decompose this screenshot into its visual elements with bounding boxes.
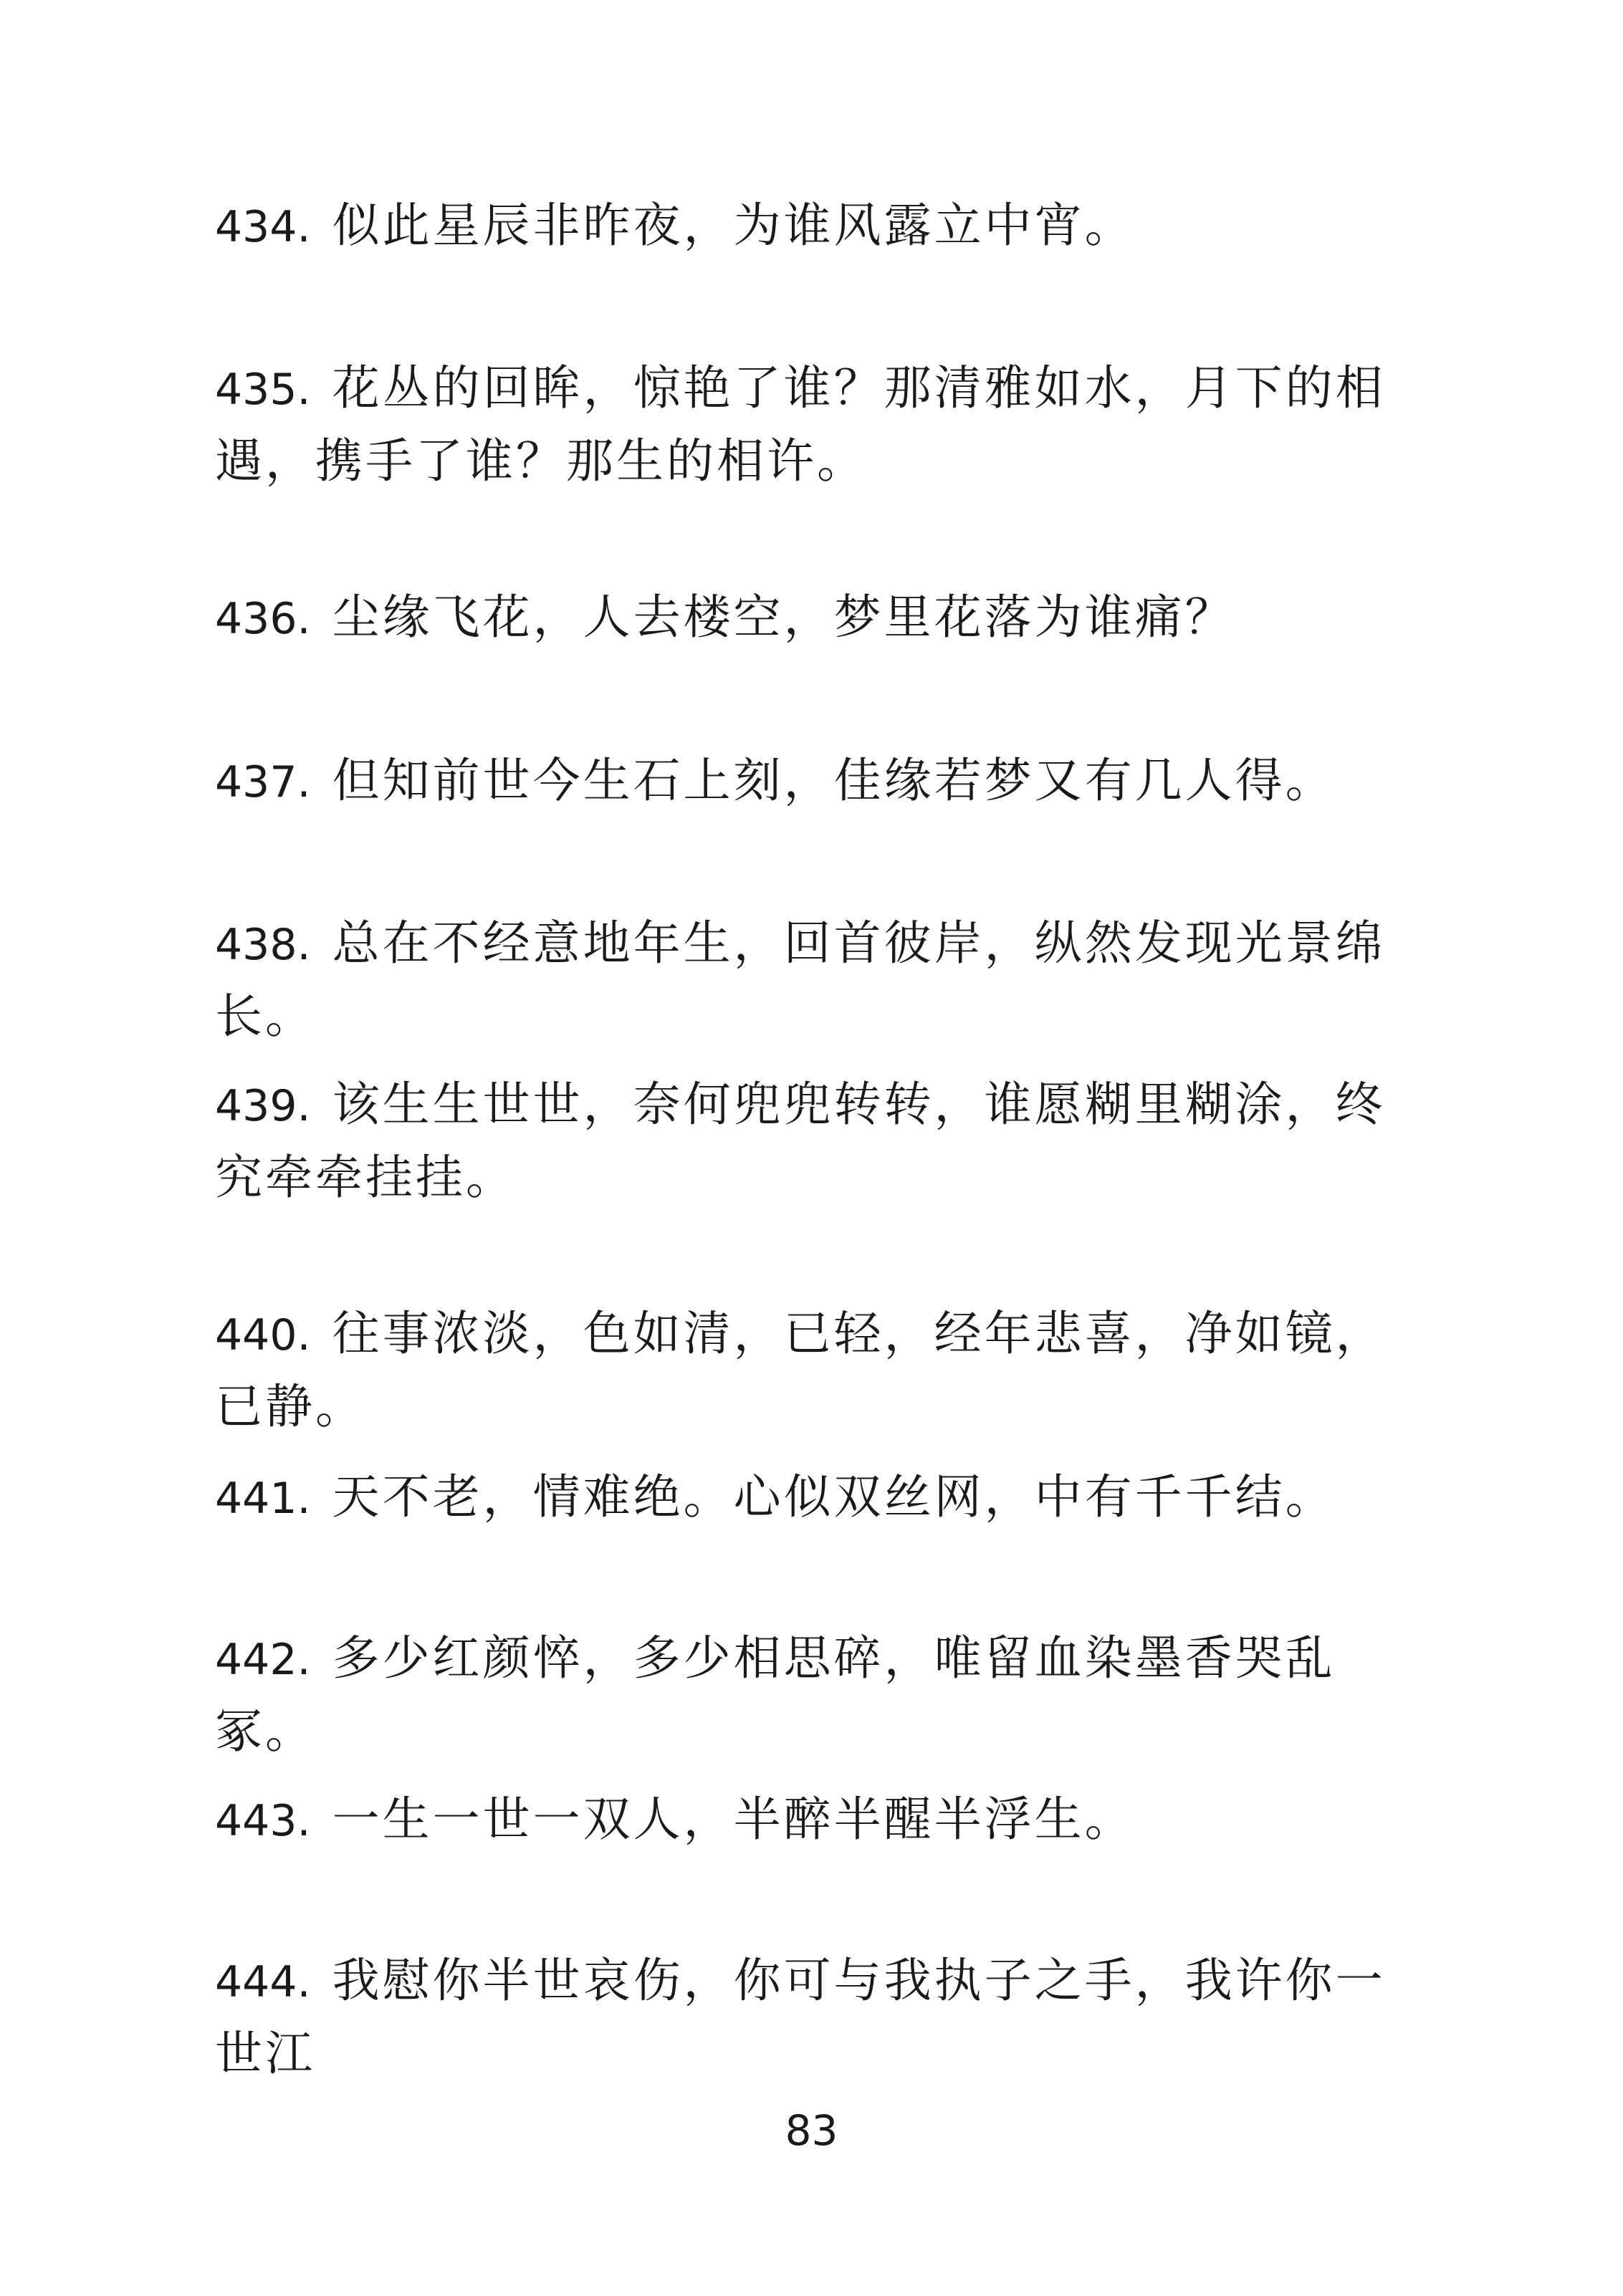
entry-text: 多少红颜悴，多少相思碎，唯留血染墨香哭乱冢。 (215, 1630, 1336, 1759)
entry-number: 439. (215, 1081, 311, 1131)
entry-441 (215, 1461, 1433, 1534)
entry-number: 436. (215, 594, 311, 644)
entry-number: 434. (215, 202, 311, 252)
entry-435 (215, 352, 1433, 497)
entry-number: 437. (215, 757, 311, 807)
entry-number: 438. (215, 920, 311, 970)
entry-444 (215, 1945, 1433, 2090)
entry-number: 441. (215, 1474, 311, 1524)
entry-437 (215, 745, 1433, 818)
entry-number: 444. (215, 1957, 311, 2007)
entry-text: 往事浓淡，色如清，已轻，经年悲喜，净如镜，已静。 (215, 1306, 1386, 1434)
entry-439 (215, 1069, 1433, 1214)
entry-text: 似此星辰非昨夜，为谁风露立中宵。 (332, 198, 1135, 253)
entry-text: 该生生世世，奈何兜兜转转，谁愿糊里糊涂，终究牵牵挂挂。 (215, 1077, 1386, 1205)
entry-438 (215, 908, 1433, 1052)
entry-text: 总在不经意地年生，回首彼岸，纵然发现光景绵长。 (215, 916, 1386, 1044)
entry-440 (215, 1298, 1433, 1443)
entry-text: 我慰你半世哀伤，你可与我执子之手，我许你一世江 (215, 1953, 1386, 2081)
entry-text: 天不老，情难绝。心似双丝网，中有千千结。 (332, 1469, 1336, 1524)
entry-text: 花丛的回眸，惊艳了谁？那清雅如水，月下的相遇，携手了谁？那生的相许。 (215, 360, 1386, 489)
entry-number: 442. (215, 1635, 311, 1685)
entry-443 (215, 1784, 1433, 1857)
entry-number: 440. (215, 1310, 311, 1360)
page-number: 83 (785, 2106, 838, 2155)
entry-text: 但知前世今生石上刻，佳缘若梦又有几人得。 (332, 753, 1336, 808)
entry-number: 443. (215, 1796, 311, 1846)
entry-436 (215, 582, 1433, 655)
entry-442 (215, 1623, 1433, 1767)
entry-text: 尘缘飞花，人去楼空，梦里花落为谁痛？ (332, 590, 1235, 645)
entry-number: 435. (215, 365, 311, 415)
entry-text: 一生一世一双人，半醉半醒半浮生。 (332, 1792, 1135, 1847)
entry-434 (215, 190, 1433, 263)
